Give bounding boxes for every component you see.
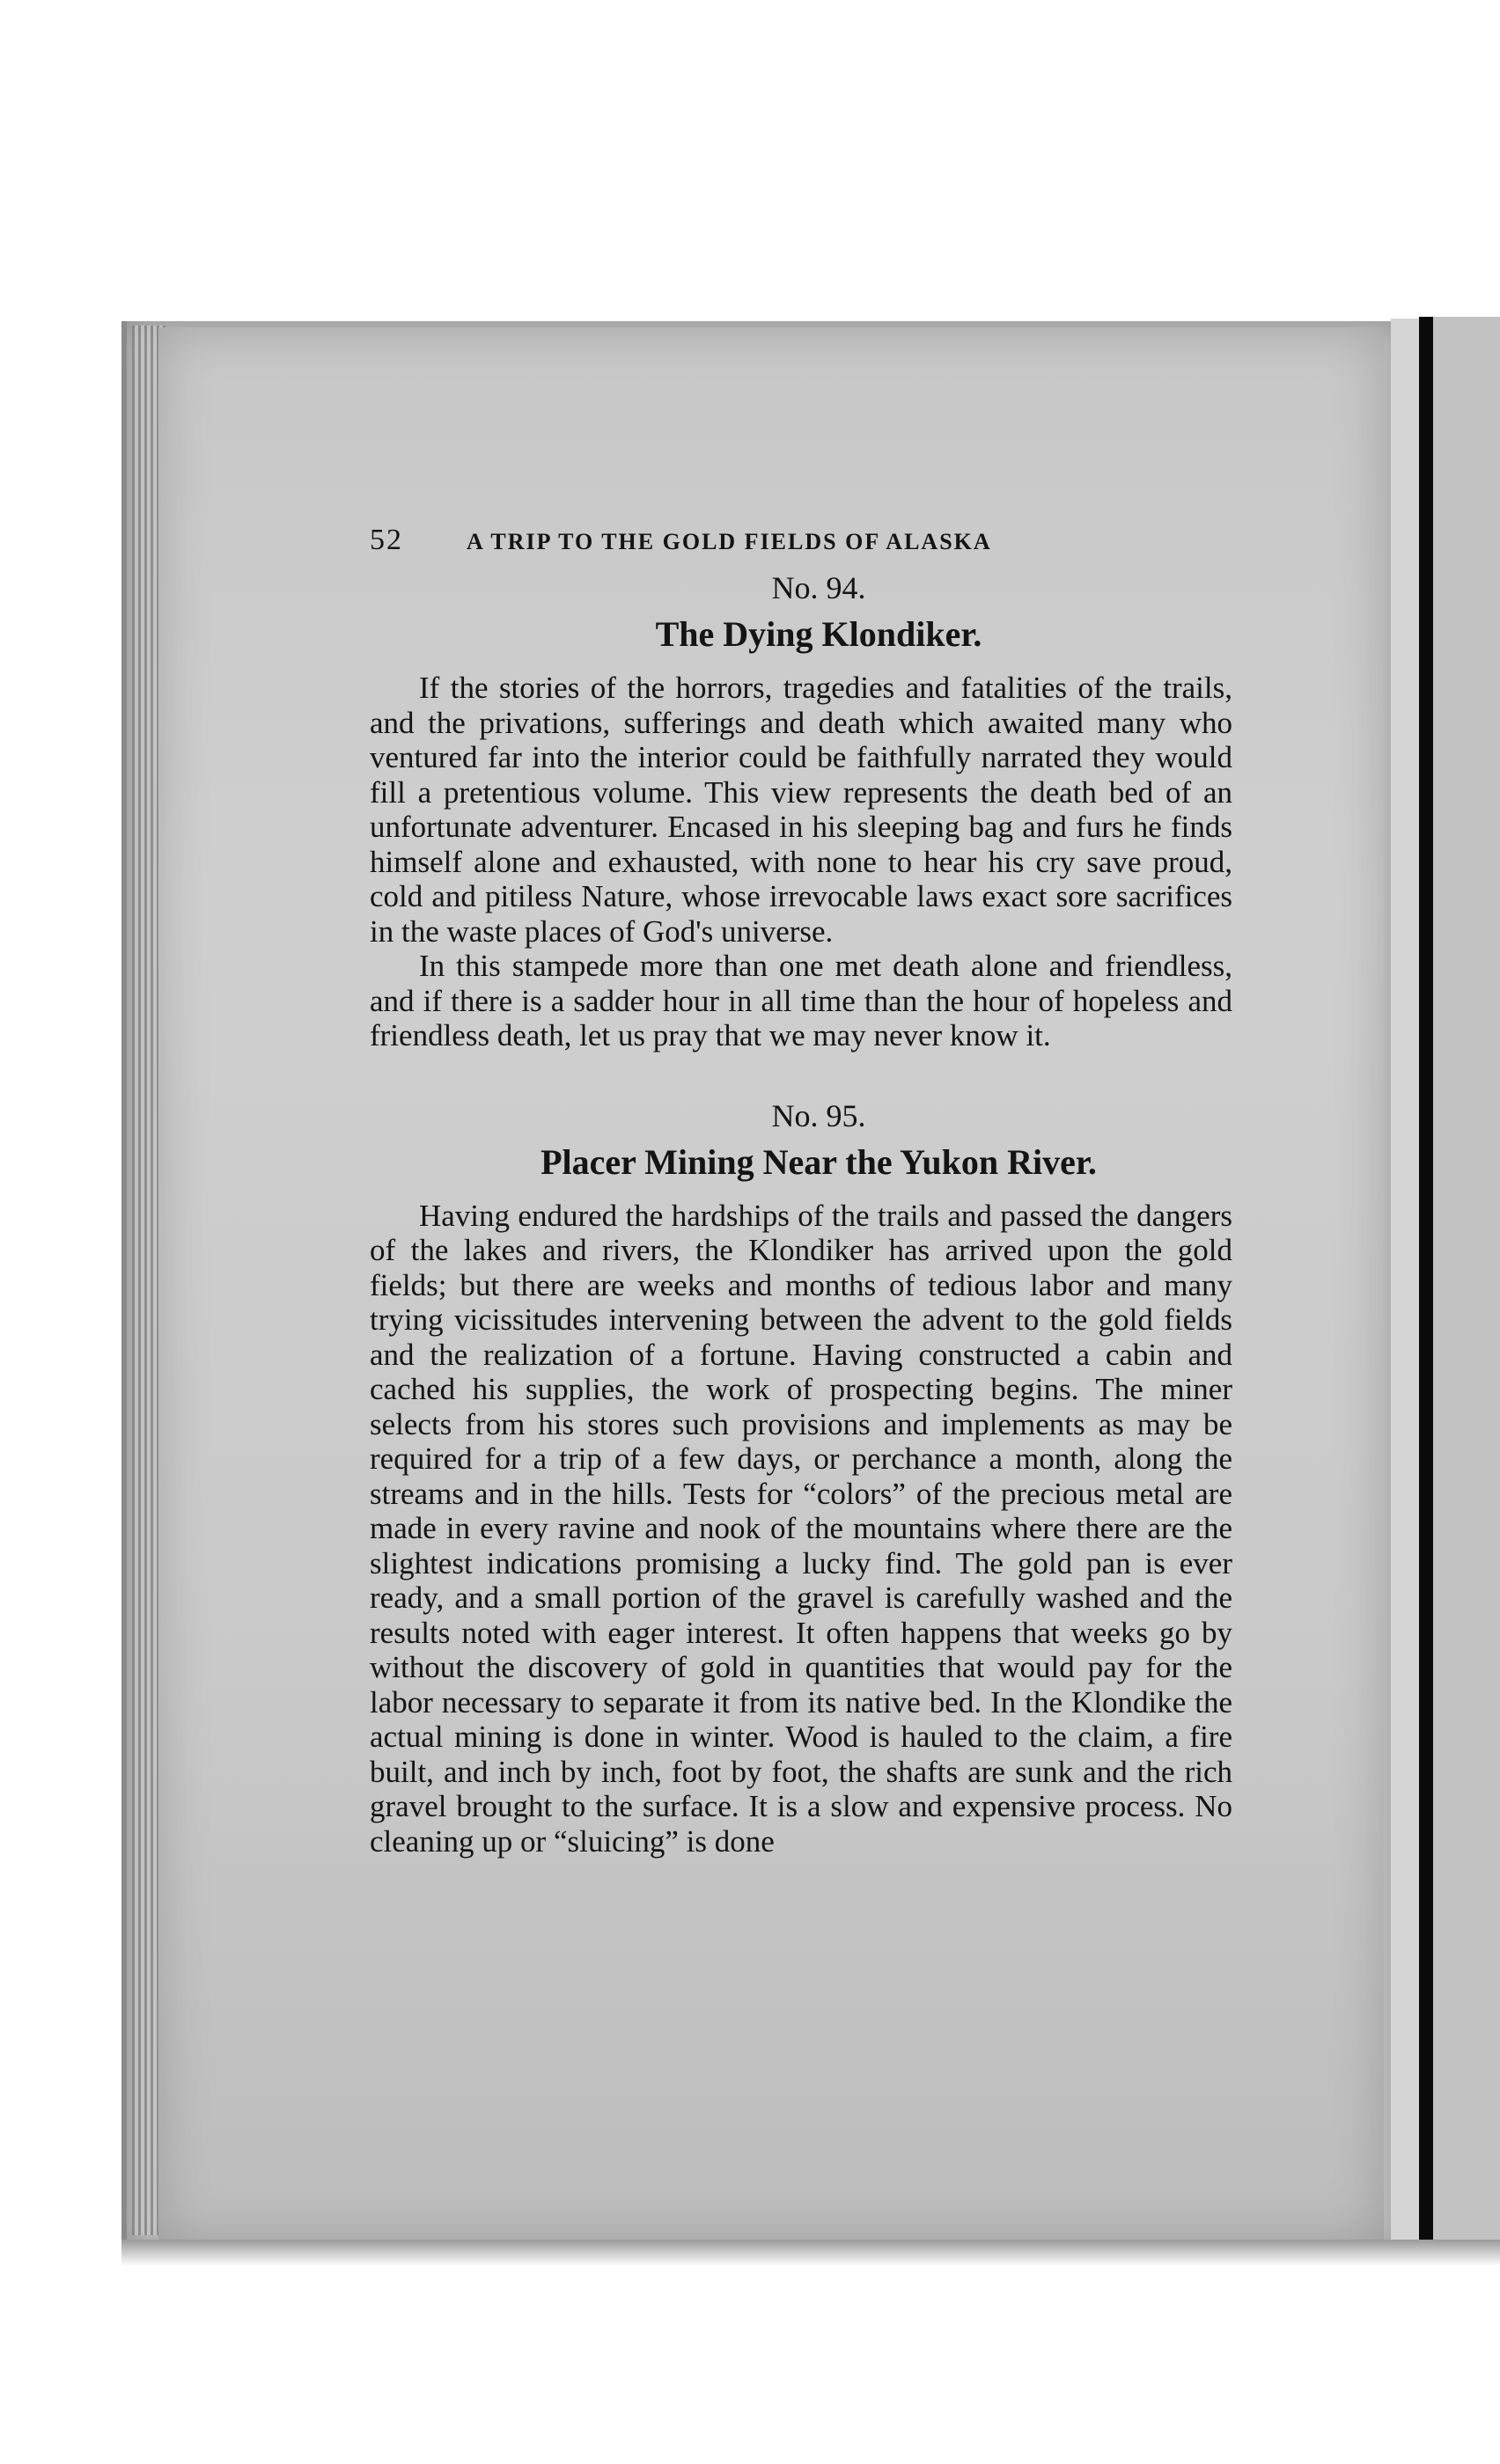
paragraph: If the stories of the horrors, tragedies and fatalities of the trails, and the privations, sufferings and death which awaited many who ventured far into the interior could be faithfully narrated they would fill a pretentious volume. This view represents the death bed of an unfortunate adventurer. Encased in his sleeping bag and furs he finds himself alone and exhausted, with none to hear his cry save proud, cold and pitiless Nature, whose irrevocable laws exact sore sacrifices in the waste places of God's universe. (370, 671, 1232, 949)
running-head (370, 524, 1232, 557)
page-number: 52 (370, 524, 403, 556)
book-gutter (1419, 317, 1433, 2262)
facing-page (1433, 317, 1500, 2262)
section-number: No. 94. (771, 570, 866, 605)
section-number: No. 95. (771, 1097, 866, 1133)
section-title: Placer Mining Near the Yukon River. (540, 1141, 1097, 1182)
paragraph: Having endured the hardships of the trails and passed the dangers of the lakes and rivers, the Klondiker has arrived upon the gold fields; but there are weeks and months of tedious labor and many trying vicissitudes intervening between the advent to the gold fields and the realization of a fortune. Having constructed a cabin and cached his supplies, the work of prospecting begins. The miner selects from his stores such provisions and implements as may be required for a trip of a few days, or perchance a month, along the streams and in the hills. Tests for “colors” of the precious metal are made in every ravine and nook of the mountains where there are the slightest indications promising a lucky find. The gold pan is ever ready, and a small portion of the gravel is carefully washed and the results noted with eager interest. It often happens that weeks go by without the discovery of gold in quantities that would pay for the labor necessary to separate it from its native bed. In the Klondike the actual mining is done in winter. Wood is hauled to the claim, a fire built, and inch by inch, foot by foot, the shafts are sunk and the rich gravel brought to the surface. It is a slow and expensive process. No cleaning up or “sluicing” is done (370, 1198, 1232, 1859)
section-title: The Dying Klondiker. (655, 614, 982, 654)
section-gap (370, 1053, 1232, 1092)
bottom-shadow (121, 2240, 1500, 2266)
paragraph: In this stampede more than one met death alone and friendless, and if there is a sadder hour in all time than the hour of hopeless and friendless death, let us pray that we may never know it. (370, 949, 1232, 1052)
page-text (370, 524, 1232, 1859)
book-cover-edge (1391, 319, 1419, 2255)
running-title: A TRIP TO THE GOLD FIELDS OF ALASKA (467, 529, 992, 554)
